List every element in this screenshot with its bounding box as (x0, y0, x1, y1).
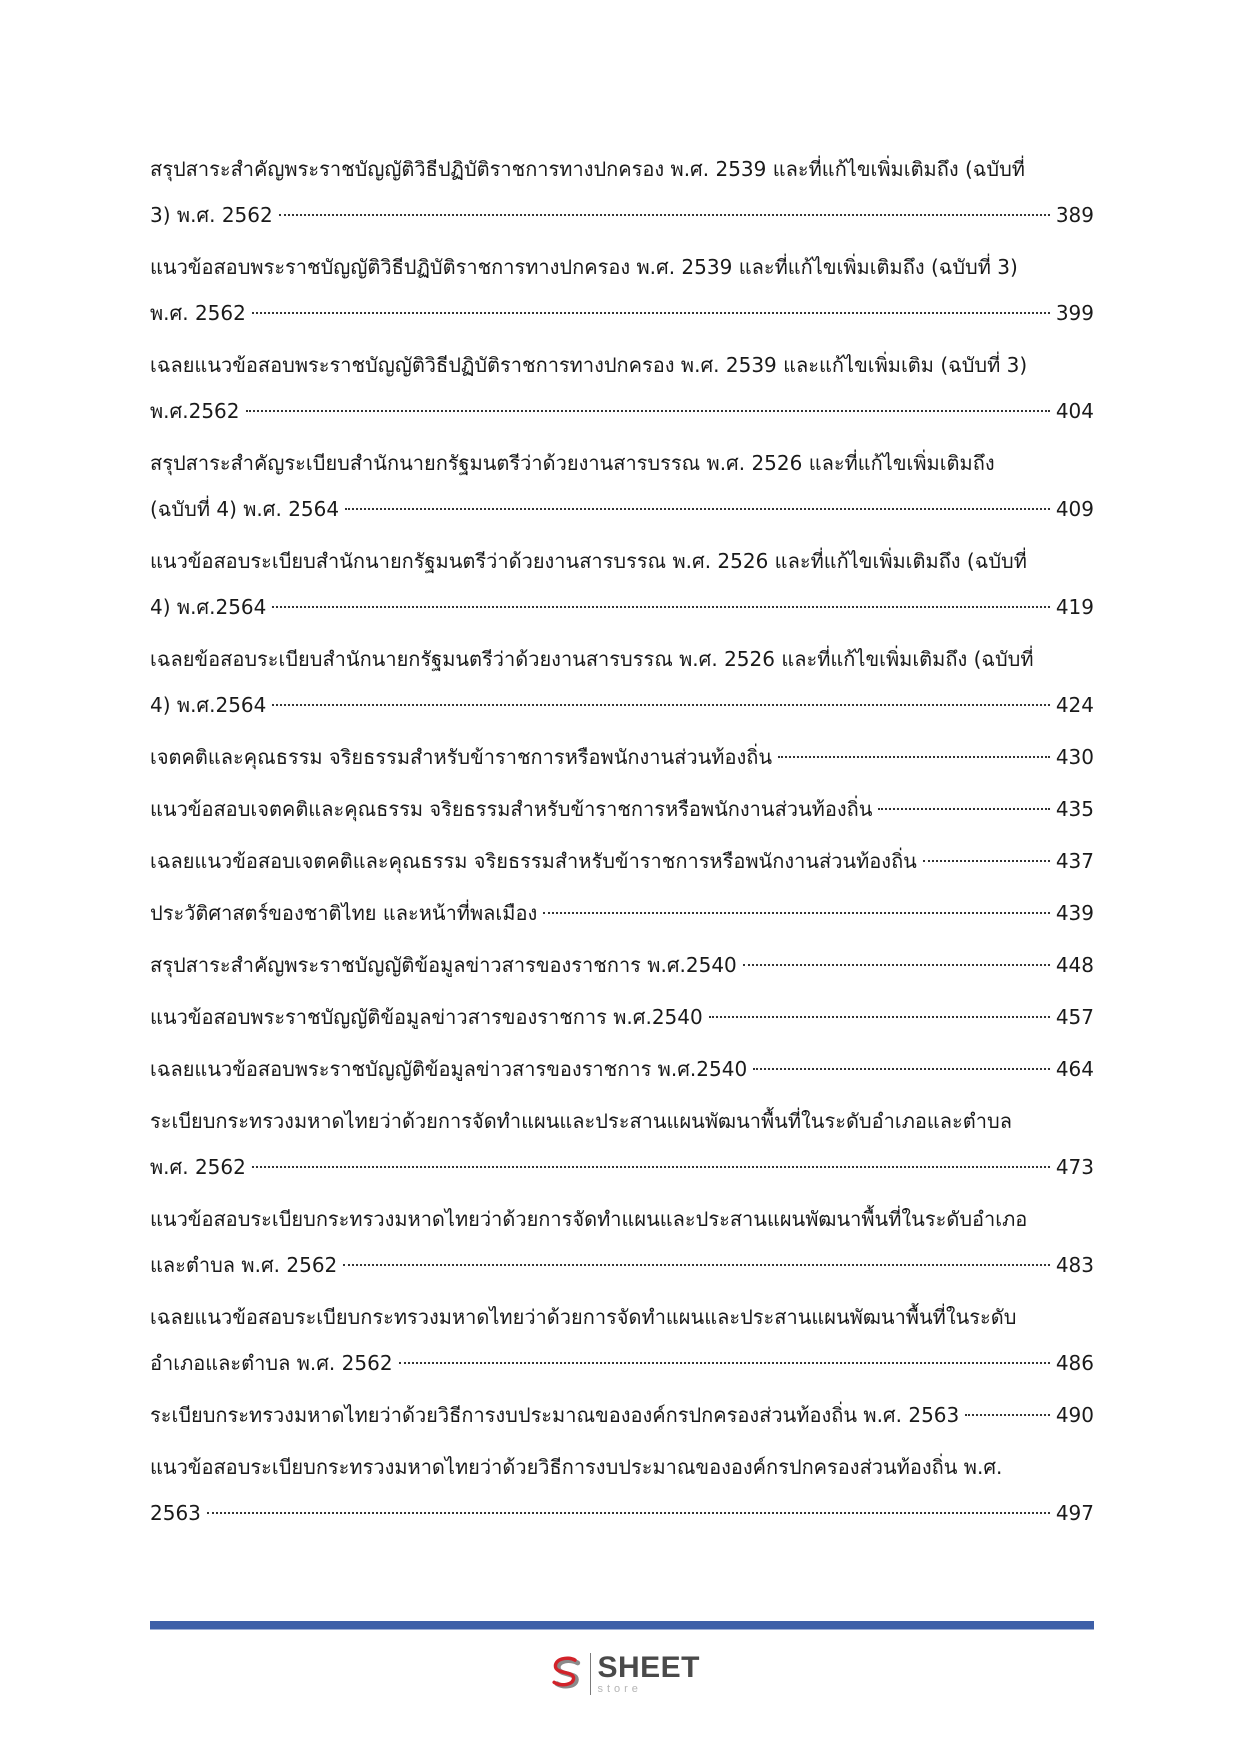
toc-entry-page: 448 (1055, 953, 1094, 977)
toc-entry[interactable] (150, 146, 1094, 238)
toc-entry-title-line1: เฉลยแนวข้อสอบระเบียบกระทรวงมหาดไทยว่าด้วยการจัดทำแผนและประสานแผนพัฒนาพื้นที่ในระดับ (150, 1305, 1017, 1329)
toc-entry-title-line2: พ.ศ. 2562 (150, 1155, 246, 1179)
table-of-contents (150, 146, 1094, 1542)
toc-entry[interactable] (150, 1098, 1094, 1190)
toc-entry-title-line2: 4) พ.ศ.2564 (150, 693, 267, 717)
toc-entry[interactable] (150, 838, 1094, 884)
toc-entry-page: 497 (1055, 1501, 1094, 1525)
toc-entry[interactable] (150, 1444, 1094, 1536)
dot-leader (778, 756, 1050, 758)
toc-entry-title: สรุปสาระสำคัญพระราชบัญญัติข้อมูลข่าวสารของราชการ พ.ศ.2540 (150, 953, 737, 977)
dot-leader (923, 860, 1050, 862)
dot-leader (279, 214, 1050, 216)
toc-entry-page: 490 (1055, 1403, 1094, 1427)
toc-entry[interactable] (150, 1196, 1094, 1288)
sheet-store-logo (550, 1648, 700, 1700)
toc-entry-page: 389 (1055, 203, 1094, 227)
toc-entry-title-line2: 2563 (150, 1501, 201, 1525)
toc-entry[interactable] (150, 942, 1094, 988)
toc-entry[interactable] (150, 538, 1094, 630)
toc-entry-title-line1: สรุปสาระสำคัญระเบียบสำนักนายกรัฐมนตรีว่าด้วยงานสารบรรณ พ.ศ. 2526 และที่แก้ไขเพิ่มเติมถึง (150, 451, 995, 475)
dot-leader (753, 1068, 1050, 1070)
toc-entry-page: 483 (1055, 1253, 1094, 1277)
dot-leader (246, 410, 1050, 412)
toc-entry[interactable] (150, 244, 1094, 336)
dot-leader (343, 1264, 1050, 1266)
toc-entry[interactable] (150, 1294, 1094, 1386)
dot-leader (252, 312, 1050, 314)
toc-entry-title-line1: เฉลยแนวข้อสอบพระราชบัญญัติวิธีปฏิบัติราชการทางปกครอง พ.ศ. 2539 และแก้ไขเพิ่มเติม (ฉบับที่ 3) (150, 353, 1028, 377)
toc-entry-title-line2: 3) พ.ศ. 2562 (150, 203, 273, 227)
toc-entry-title: เฉลยแนวข้อสอบพระราชบัญญัติข้อมูลข่าวสารของราชการ พ.ศ.2540 (150, 1057, 748, 1081)
toc-entry[interactable] (150, 440, 1094, 532)
toc-entry-title: เจตคติและคุณธรรม จริยธรรมสำหรับข้าราชการหรือพนักงานส่วนท้องถิ่น (150, 745, 773, 769)
toc-entry-title: ประวัติศาสตร์ของชาติไทย และหน้าที่พลเมือง (150, 901, 538, 925)
toc-entry[interactable] (150, 1392, 1094, 1438)
toc-entry-title-line2: 4) พ.ศ.2564 (150, 595, 267, 619)
toc-entry-page: 439 (1055, 901, 1094, 925)
toc-entry-page: 473 (1055, 1155, 1094, 1179)
toc-entry-title: ระเบียบกระทรวงมหาดไทยว่าด้วยวิธีการงบประมาณขององค์กรปกครองส่วนท้องถิ่น พ.ศ. 2563 (150, 1403, 960, 1427)
toc-entry[interactable] (150, 1046, 1094, 1092)
dot-leader (252, 1166, 1050, 1168)
toc-entry-title: แนวข้อสอบพระราชบัญญัติข้อมูลข่าวสารของราชการ พ.ศ.2540 (150, 1005, 703, 1029)
toc-entry-title-line1: ระเบียบกระทรวงมหาดไทยว่าด้วยการจัดทำแผนและประสานแผนพัฒนาพื้นที่ในระดับอำเภอและตำบล (150, 1109, 1012, 1133)
dot-leader (399, 1362, 1050, 1364)
dot-leader (272, 704, 1049, 706)
toc-entry-title: เฉลยแนวข้อสอบเจตคติและคุณธรรม จริยธรรมสำหรับข้าราชการหรือพนักงานส่วนท้องถิ่น (150, 849, 917, 873)
toc-entry[interactable] (150, 994, 1094, 1040)
toc-entry[interactable] (150, 342, 1094, 434)
toc-entry-title-line1: เฉลยข้อสอบระเบียบสำนักนายกรัฐมนตรีว่าด้วยงานสารบรรณ พ.ศ. 2526 และที่แก้ไขเพิ่มเติมถึง (ฉบับที่ (150, 647, 1034, 671)
toc-entry-title-line1: แนวข้อสอบระเบียบกระทรวงมหาดไทยว่าด้วยวิธีการงบประมาณขององค์กรปกครองส่วนท้องถิ่น พ.ศ. (150, 1455, 1003, 1479)
logo-wordmark: SHEET (597, 1651, 700, 1684)
logo-subtext: store (597, 1683, 642, 1695)
dot-leader (965, 1414, 1050, 1416)
toc-entry-page: 424 (1055, 693, 1094, 717)
toc-entry-page: 419 (1055, 595, 1094, 619)
dot-leader (878, 808, 1049, 810)
toc-entry-title-line2: (ฉบับที่ 4) พ.ศ. 2564 (150, 497, 340, 521)
toc-entry-title-line1: แนวข้อสอบระเบียบกระทรวงมหาดไทยว่าด้วยการจัดทำแผนและประสานแผนพัฒนาพื้นที่ในระดับอำเภอ (150, 1207, 1028, 1231)
toc-entry-page: 409 (1055, 497, 1094, 521)
toc-entry-page: 404 (1055, 399, 1094, 423)
toc-entry-title-line1: แนวข้อสอบพระราชบัญญัติวิธีปฏิบัติราชการทางปกครอง พ.ศ. 2539 และที่แก้ไขเพิ่มเติมถึง (ฉบับที่ 3) (150, 255, 1018, 279)
toc-entry-title-line2: พ.ศ.2562 (150, 399, 240, 423)
toc-entry-page: 486 (1055, 1351, 1094, 1375)
toc-entry-title-line2: และตำบล พ.ศ. 2562 (150, 1253, 338, 1277)
toc-entry-page: 437 (1055, 849, 1094, 873)
toc-entry[interactable] (150, 636, 1094, 728)
footer-rule (150, 1621, 1094, 1629)
toc-entry-title-line1: แนวข้อสอบระเบียบสำนักนายกรัฐมนตรีว่าด้วยงานสารบรรณ พ.ศ. 2526 และที่แก้ไขเพิ่มเติมถึง (ฉบับที่ (150, 549, 1027, 573)
dot-leader (272, 606, 1049, 608)
dot-leader (207, 1512, 1050, 1514)
dot-leader (345, 508, 1050, 510)
toc-entry-page: 435 (1055, 797, 1094, 821)
toc-entry-page: 464 (1055, 1057, 1094, 1081)
toc-entry-page: 457 (1055, 1005, 1094, 1029)
sheet-store-logo-icon (550, 1648, 586, 1700)
toc-entry-title-line2: พ.ศ. 2562 (150, 301, 246, 325)
dot-leader (709, 1016, 1050, 1018)
toc-entry-title-line1: สรุปสาระสำคัญพระราชบัญญัติวิธีปฏิบัติราชการทางปกครอง พ.ศ. 2539 และที่แก้ไขเพิ่มเติมถึง (ฉบับที่ (150, 157, 1025, 181)
toc-entry-title: แนวข้อสอบเจตคติและคุณธรรม จริยธรรมสำหรับข้าราชการหรือพนักงานส่วนท้องถิ่น (150, 797, 873, 821)
logo-separator (590, 1653, 591, 1695)
toc-entry-title-line2: อำเภอและตำบล พ.ศ. 2562 (150, 1351, 393, 1375)
dot-leader (743, 964, 1050, 966)
toc-entry[interactable] (150, 890, 1094, 936)
toc-entry[interactable] (150, 786, 1094, 832)
toc-entry-page: 430 (1055, 745, 1094, 769)
toc-entry[interactable] (150, 734, 1094, 780)
dot-leader (543, 912, 1050, 914)
toc-entry-page: 399 (1055, 301, 1094, 325)
